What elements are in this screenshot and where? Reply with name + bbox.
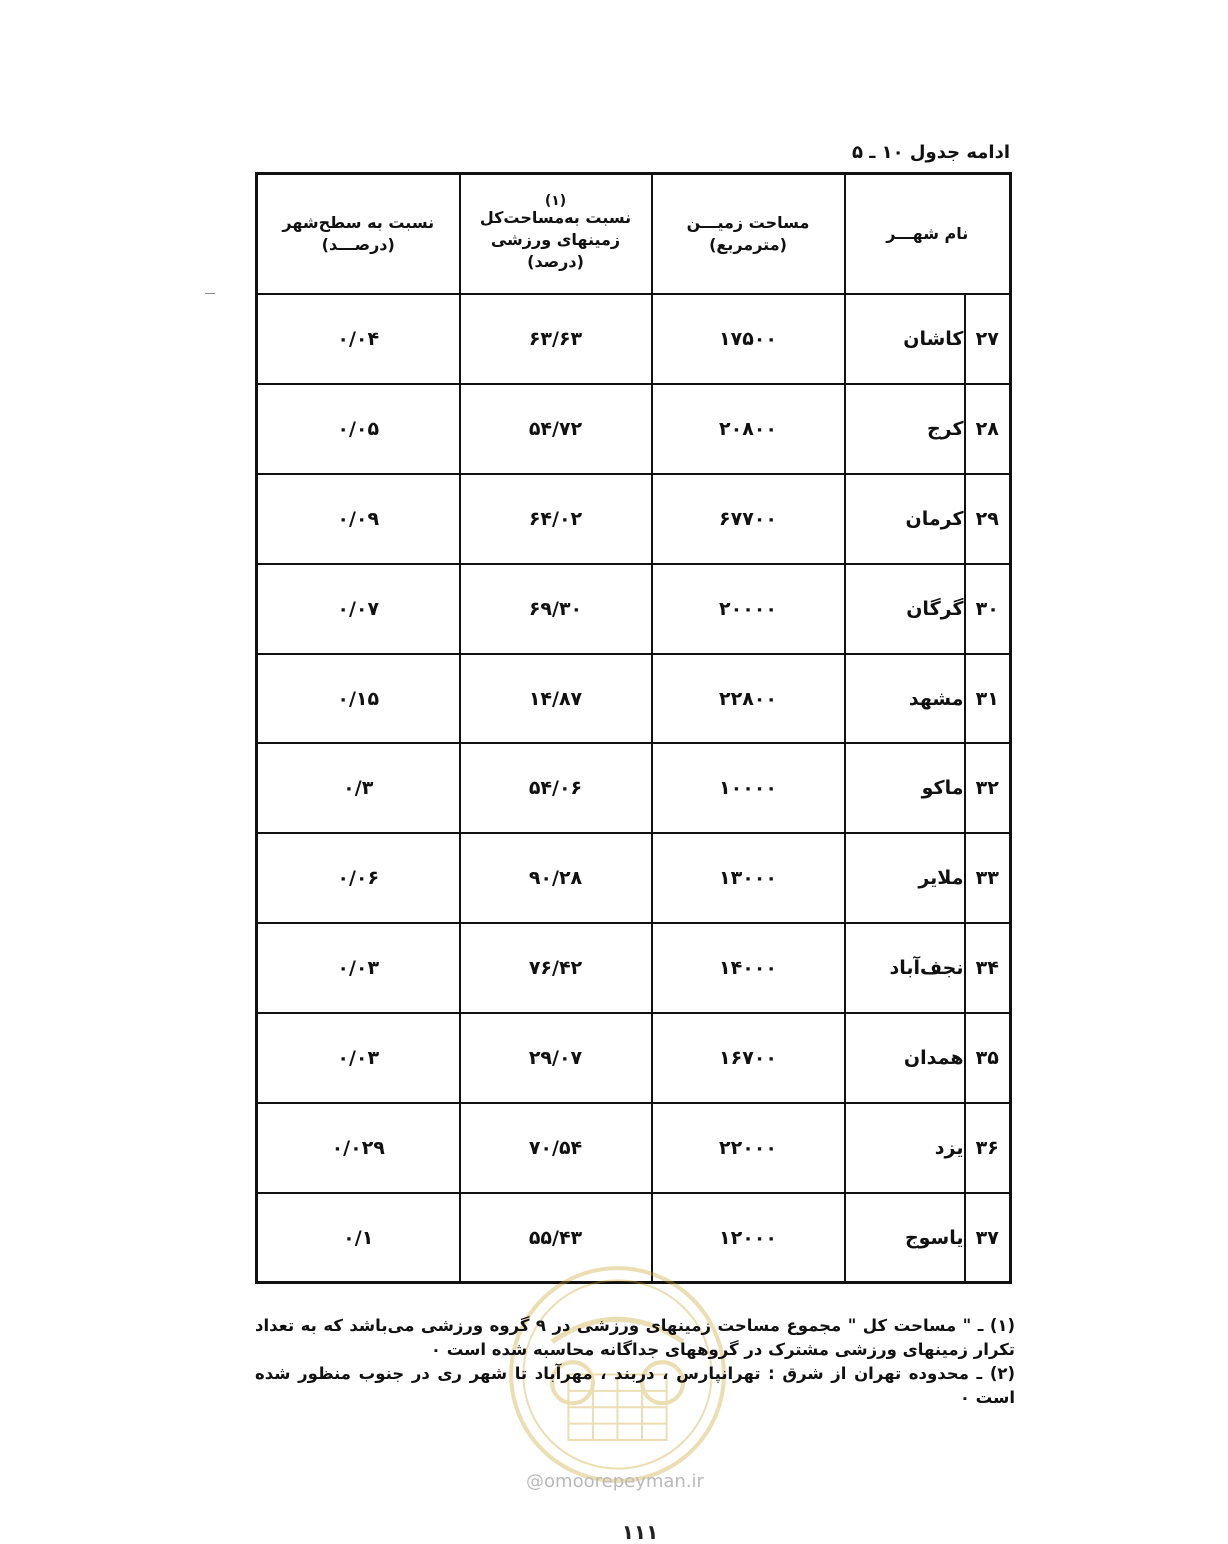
ratio-total-value: ۲۹/۰۷ (460, 1013, 652, 1103)
header-ratio-total-line2: زمینهای ورزشی (490, 230, 621, 249)
page-number: ۱۱۱ (621, 1520, 659, 1544)
area-value: ۲۲۸۰۰ (652, 654, 845, 744)
scan-mark (205, 293, 215, 294)
table-row (257, 294, 1011, 384)
table-row (257, 474, 1011, 564)
ratio-total-value: ۵۵/۴۳ (460, 1193, 652, 1283)
watermark-site-text: omoorepeyman.ir (544, 1471, 704, 1492)
city-name: نجف‌آباد (845, 923, 965, 1013)
city-name: ماکو (845, 743, 965, 833)
table-row (257, 1013, 1011, 1103)
row-number: ۲۸ (965, 384, 1011, 474)
ratio-total-value: ۷۰/۵۴ (460, 1103, 652, 1193)
city-name: یزد (845, 1103, 965, 1193)
watermark-site (510, 1471, 720, 1492)
city-name: همدان (845, 1013, 965, 1103)
header-ratio-city-line2: (درصـــد) (321, 235, 395, 254)
ratio-city-value: ۰/۰۳ (257, 1013, 460, 1103)
at-icon: @ (526, 1471, 545, 1492)
table-row (257, 654, 1011, 744)
header-ratio-city (257, 174, 460, 295)
row-number: ۳۰ (965, 564, 1011, 654)
ratio-city-value: ۰/۰۹ (257, 474, 460, 564)
ratio-total-value: ۷۶/۴۲ (460, 923, 652, 1013)
ratio-city-value: ۰/۰۳ (257, 923, 460, 1013)
area-value: ۱۰۰۰۰ (652, 743, 845, 833)
city-name: یاسوج (845, 1193, 965, 1283)
city-name: کرج (845, 384, 965, 474)
sports-area-table (255, 172, 1012, 1284)
footnote-2: (۲) ـ محدوده تهران از شرق : تهرانپارس ، دربند ، مهرآباد تا شهر ری در جنوب منظور شده است ۰ (255, 1364, 1015, 1407)
header-city-label: نام شهـــر (886, 224, 969, 243)
row-number: ۳۴ (965, 923, 1011, 1013)
ratio-city-value: ۰/۰۲۹ (257, 1103, 460, 1193)
area-value: ۲۲۰۰۰ (652, 1103, 845, 1193)
area-value: ۱۶۷۰۰ (652, 1013, 845, 1103)
ratio-total-value: ۵۴/۰۶ (460, 743, 652, 833)
row-number: ۳۱ (965, 654, 1011, 744)
city-name: کرمان (845, 474, 965, 564)
table-row (257, 564, 1011, 654)
table-row (257, 384, 1011, 474)
ratio-city-value: ۰/۰۷ (257, 564, 460, 654)
footnote-1: (۱) ـ " مساحت کل " مجموع مساحت زمینهای ورزشی در ۹ گروه ورزشی می‌باشد که به تعداد تکرار زمینهای ورزشی مشترک در گروههای جداگانه محاسبه شده است ۰ (255, 1316, 1015, 1359)
area-value: ۲۰۰۰۰ (652, 564, 845, 654)
header-area-line2: (مترمربع) (709, 235, 787, 254)
city-name: گرگان (845, 564, 965, 654)
ratio-total-value: ۶۹/۳۰ (460, 564, 652, 654)
ratio-city-value: ۰/۰۶ (257, 833, 460, 923)
row-number: ۲۷ (965, 294, 1011, 384)
header-city (845, 174, 1011, 295)
table-caption: ادامه جدول ۱۰ ـ ۵ (851, 142, 1010, 163)
city-name: ملایر (845, 833, 965, 923)
ratio-total-value: ۶۴/۰۲ (460, 474, 652, 564)
city-name: مشهد (845, 654, 965, 744)
header-ratio-city-line1: نسبت به سطح‌شهر (282, 213, 435, 232)
header-ratio-total-line3: (درصد) (527, 252, 584, 271)
row-number: ۳۷ (965, 1193, 1011, 1283)
area-value: ۱۳۰۰۰ (652, 833, 845, 923)
header-ratio-total-line1: نسبت به‌مساحت‌کل (479, 208, 632, 227)
row-number: ۳۶ (965, 1103, 1011, 1193)
ratio-city-value: ۰/۰۵ (257, 384, 460, 474)
ratio-total-value: ۹۰/۲۸ (460, 833, 652, 923)
area-value: ۶۷۷۰۰ (652, 474, 845, 564)
table-header-row (257, 174, 1011, 295)
header-ratio-total (460, 174, 652, 295)
header-area-line1: مساحت زمیـــن (686, 213, 810, 232)
row-number: ۳۵ (965, 1013, 1011, 1103)
ratio-total-value: ۵۴/۷۲ (460, 384, 652, 474)
table-row (257, 923, 1011, 1013)
area-value: ۱۷۵۰۰ (652, 294, 845, 384)
ratio-total-value: ۶۳/۶۳ (460, 294, 652, 384)
row-number: ۲۹ (965, 474, 1011, 564)
ratio-city-value: ۰/۱۵ (257, 654, 460, 744)
area-value: ۱۴۰۰۰ (652, 923, 845, 1013)
header-area (652, 174, 845, 295)
footnotes (255, 1314, 1015, 1410)
ratio-city-value: ۰/۳ (257, 743, 460, 833)
area-value: ۲۰۸۰۰ (652, 384, 845, 474)
area-value: ۱۲۰۰۰ (652, 1193, 845, 1283)
table-row (257, 743, 1011, 833)
header-ratio-total-note: (۱) (544, 193, 567, 209)
row-number: ۳۳ (965, 833, 1011, 923)
ratio-city-value: ۰/۰۴ (257, 294, 460, 384)
table-row (257, 833, 1011, 923)
row-number: ۳۲ (965, 743, 1011, 833)
ratio-city-value: ۰/۱ (257, 1193, 460, 1283)
table-row (257, 1103, 1011, 1193)
city-name: کاشان (845, 294, 965, 384)
ratio-total-value: ۱۴/۸۷ (460, 654, 652, 744)
